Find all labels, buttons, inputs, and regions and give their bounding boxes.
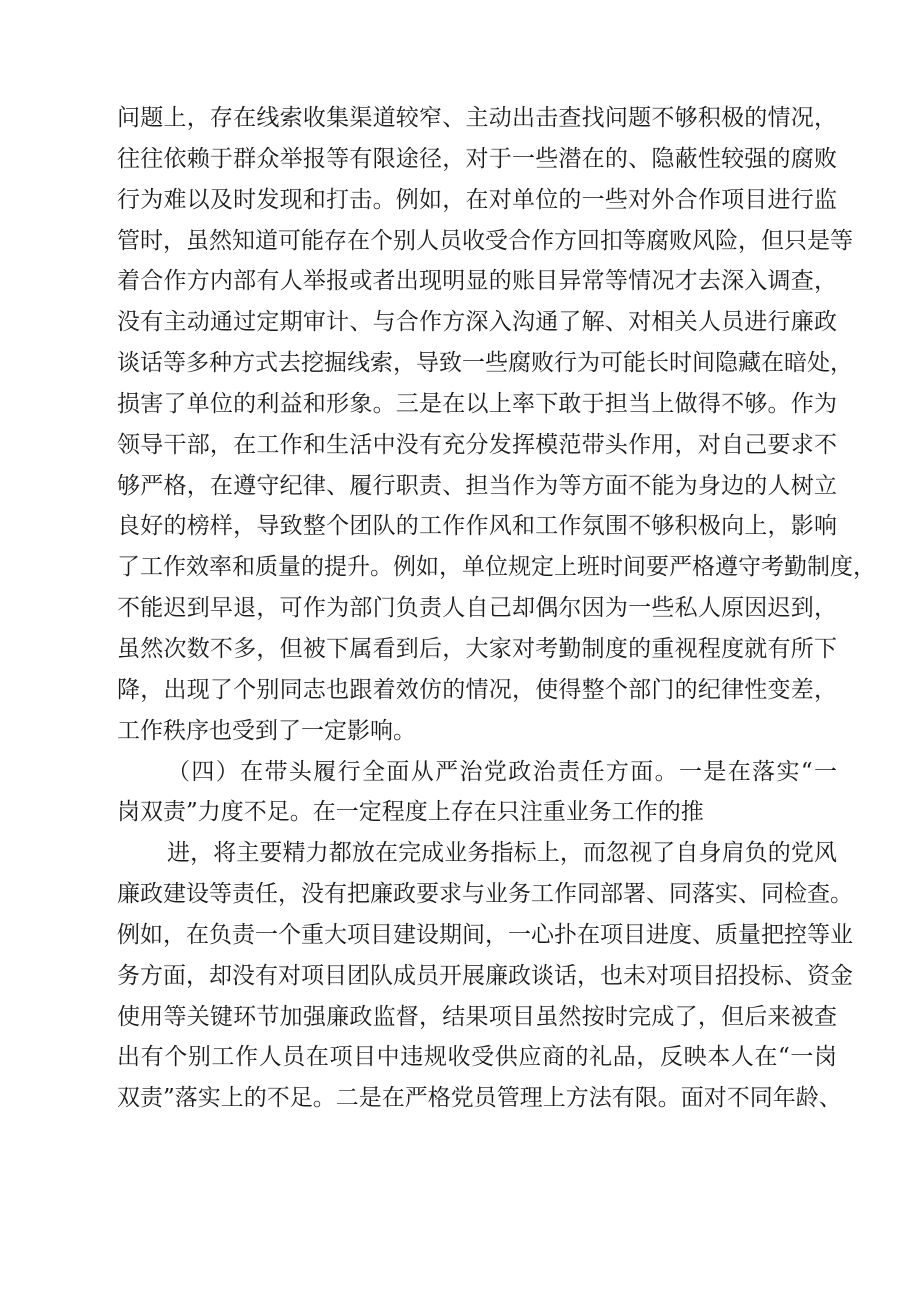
- text-line: 往往依赖于群众举报等有限途径，对于一些潜在的、隐蔽性较强的腐败: [117, 145, 837, 172]
- text-line: 廉政建设等责任，没有把廉政要求与业务工作同部署、同落实、同检查。: [117, 881, 853, 908]
- text-line: 务方面，却没有对项目团队成员开展廉政谈话，也未对项目招投标、资金: [117, 962, 853, 989]
- text-line: 够严格，在遵守纪律、履行职责、担当作为等方面不能为身边的人树立: [117, 472, 837, 499]
- text-line: 行为难以及时发现和打击。例如，在对单位的一些对外合作项目进行监: [117, 186, 837, 213]
- text-line: 岗双责”力度不足。在一定程度上存在只注重业务工作的推: [117, 799, 704, 826]
- text-line: 例如，在负责一个重大项目建设期间，一心扑在项目进度、质量把控等业: [117, 921, 853, 948]
- text-line: 损害了单位的利益和形象。三是在以上率下敢于担当上做得不够。作为: [117, 390, 837, 417]
- text-line: 领导干部，在工作和生活中没有充分发挥模范带头作用，对自己要求不: [117, 431, 837, 458]
- document-body: [117, 98, 876, 1119]
- text-line: 良好的榜样，导致整个团队的工作作风和工作氛围不够积极向上，影响: [117, 513, 837, 540]
- text-line: 降，出现了个别同志也跟着效仿的情况，使得整个部门的纪律性变差，: [117, 676, 837, 703]
- text-line: 不能迟到早退，可作为部门负责人自己却偶尔因为一些私人原因迟到，: [117, 595, 837, 622]
- text-line: 管时，虽然知道可能存在个别人员收受合作方回扣等腐败风险，但只是等: [117, 227, 853, 254]
- text-line: 进，将主要精力都放在完成业务指标上，而忽视了自身肩负的党风: [167, 840, 837, 867]
- text-line: 双责”落实上的不足。二是在严格党员管理上方法有限。面对不同年龄、: [117, 1085, 842, 1112]
- text-line: 问题上，存在线索收集渠道较窄、主动出击查找问题不够积极的情况，: [117, 105, 837, 131]
- text-line: 虽然次数不多，但被下属看到后，大家对考勤制度的重视程度就有所下: [117, 635, 837, 662]
- text-line: 着合作方内部有人举报或者出现明显的账目异常等情况才去深入调查，: [117, 268, 837, 295]
- text-line: 了工作效率和质量的提升。例如，单位规定上班时间要严格遵守考勤制度，: [117, 554, 876, 581]
- text-line: 工作秩序也受到了一定影响。: [117, 717, 416, 744]
- text-line: 出有个别工作人员在项目中违规收受供应商的礼品，反映本人在“一岗: [117, 1044, 837, 1071]
- section-heading-line: （四）在带头履行全面从严治党政治责任方面。一是在落实“一: [167, 758, 837, 785]
- text-line: 使用等关键环节加强廉政监督，结果项目虽然按时完成了，但后来被查: [117, 1003, 837, 1030]
- text-line: 没有主动通过定期审计、与合作方深入沟通了解、对相关人员进行廉政: [117, 309, 837, 336]
- text-line: 谈话等多种方式去挖掘线索，导致一些腐败行为可能长时间隐藏在暗处，: [117, 350, 853, 377]
